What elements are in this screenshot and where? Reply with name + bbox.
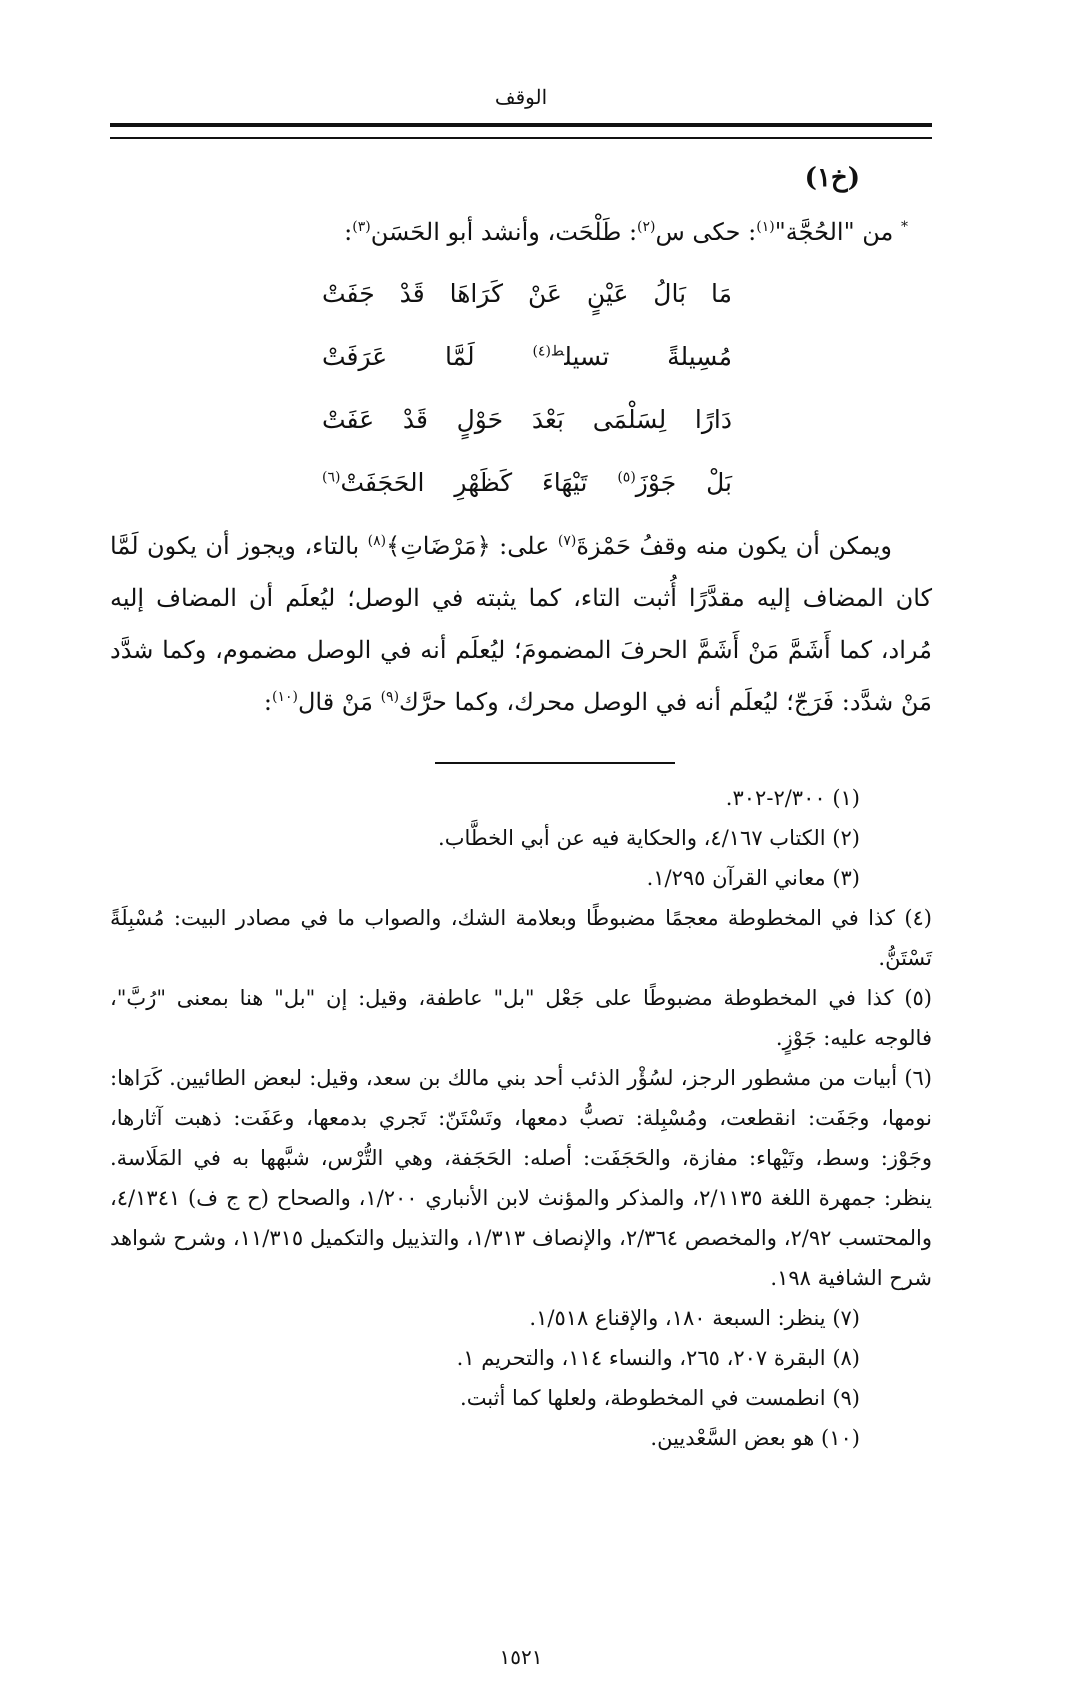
footnote-9: (٩) انطمست في المخطوطة، ولعلها كما أثبت. xyxy=(460,1386,860,1410)
running-header: الوقف xyxy=(494,85,548,109)
main-text xyxy=(110,150,932,728)
footnote-1: (١) ٢/٣٠٠-٣٠٢. xyxy=(725,786,860,810)
footnote-ref-7[interactable]: (٧) xyxy=(557,533,577,549)
footnote-4: (٤) كذا في المخطوطة معجمًا مضبوطًا وبعلامة الشك، والصواب ما في مصادر البيت: مُسْبِلَةً تَسْتَنُّ. xyxy=(110,906,932,970)
header-rule-thick xyxy=(110,123,932,127)
star-marker: * xyxy=(901,219,908,235)
footnote-10: (١٠) هو بعض السَّعْديين. xyxy=(650,1426,860,1450)
footnote-ref-10[interactable]: (١٠) xyxy=(271,689,298,705)
verse-line-2: مُسِيلةً تسيل$^{ط(٤)}$ لَمَّا عَرَفَتْ xyxy=(322,342,732,371)
footnotes xyxy=(110,778,932,1458)
footnote-2: (٢) الكتاب ٤/١٦٧، والحكاية فيه عن أبي الخطَّاب. xyxy=(438,826,860,850)
verse-line-3: دَارًا لِسَلْمَى بَعْدَ حَوْلٍ قَدْ عَفَتْ xyxy=(322,405,732,434)
section-tag: (خ١) xyxy=(804,163,860,193)
footnote-separator xyxy=(435,762,675,764)
footnote-6: (٦) أبيات من مشطور الرجز، لسُؤْر الذئب أحد بني مالك بن سعد، وقيل: لبعض الطائيين. كَرَاها: نومها، وجَفَت: انقطعت، ومُسْبِلة: تصبُّ دمعها، وتَسْتَنّ: تَجري بدمعها، وعَفَت: ذهبت آثارها، وجَوْز: وسط، وتَيْهاء: مفازة، والحَجَفَت: أصله: الحَجَفة، وهي التُّرْس، شبَّهها به في المَلَاسة. ينظر: جمهرة اللغة ٢/١١٣٥، والمذكر والمؤنث لابن الأنباري ١/٢٠٠، والصحاح (ح ج ف) ٤/١٣٤١، والمحتسب ٢/٩٢، والمخصص ٢/٣٦٤، والإنصاف ١/٣١٣، والتذييل والتكميل ١١/٣١٥، وشرح شواهد شرح الشافية ١٩٨. xyxy=(110,1066,933,1290)
footnote-ref-6[interactable]: (٦) xyxy=(322,469,341,486)
footnote-ref-1[interactable]: (١) xyxy=(756,219,775,235)
footnote-3: (٣) معاني القرآن ١/٢٩٥. xyxy=(646,866,860,890)
footnote-ref-8[interactable]: (٨) xyxy=(367,533,387,549)
footnote-8: (٨) البقرة ٢٠٧، ٢٦٥، والنساء ١١٤، والتحريم ١. xyxy=(456,1346,860,1370)
manuscript-mark: ط xyxy=(550,343,565,360)
footnote-ref-4[interactable]: (٤) xyxy=(532,343,551,360)
footnote-5: (٥) كذا في المخطوطة مضبوطًا على جَعْل "بل" عاطفة، وقيل: إن "بل" هنا بمعنى "رُبَّ"، فالوجه عليه: جَوْزٍ. xyxy=(110,986,932,1050)
footnote-7: (٧) ينظر: السبعة ١٨٠، والإقناع ١/٥١٨. xyxy=(529,1306,860,1330)
footnote-ref-2[interactable]: (٢) xyxy=(637,219,656,235)
poem-verses xyxy=(110,262,932,514)
footnote-ref-9[interactable]: (٩) xyxy=(380,689,400,705)
page-number: ١٥٢١ xyxy=(499,1645,543,1669)
footnote-ref-5[interactable]: (٥) xyxy=(617,469,636,486)
footnote-ref-3[interactable]: (٣) xyxy=(352,219,371,235)
verse-line-1: مَا بَالُ عَيْنٍ عَنْ كَرَاهَا قَدْ جَفَتْ xyxy=(322,279,732,308)
body-paragraph: ويمكن أن يكون منه وقفُ حَمْزةَ$^{(٧)}$ على: ﴿مَرْضَاتِ﴾$^{(٨)}$ بالتاء، ويجوز أن يكون لَمَّا كان المضاف إليه مقدَّرًا أُثبت التاء، كما يثبته في الوصل؛ ليُعلَم أن المضاف إليه مُراد، كما أَشَمَّ مَنْ أَشَمَّ الحرفَ المضمومَ؛ ليُعلَم أنه في الوصل مضموم، وكما شدَّد مَنْ شدَّد: فَرَجّ؛ ليُعلَم أنه في الوصل محرك، وكما حرَّك$^{(٩)}$ مَنْ قال$^{(١٠)}$: xyxy=(110,532,932,716)
header-rule-thin xyxy=(110,137,932,139)
verse-line-4: بَلْ جَوْزَ$^{(٥)}$ تَيْهَاءَ كَظَهْرِ الحَجَفَتْ$^{(٦)}$ xyxy=(322,468,733,497)
intro-line: * من "الحُجَّة"$^{(١)}$: حكى س$^{(٢)}$: طَلْحَت، وأنشد أبو الحَسَن$^{(٣)}$: xyxy=(344,218,908,246)
